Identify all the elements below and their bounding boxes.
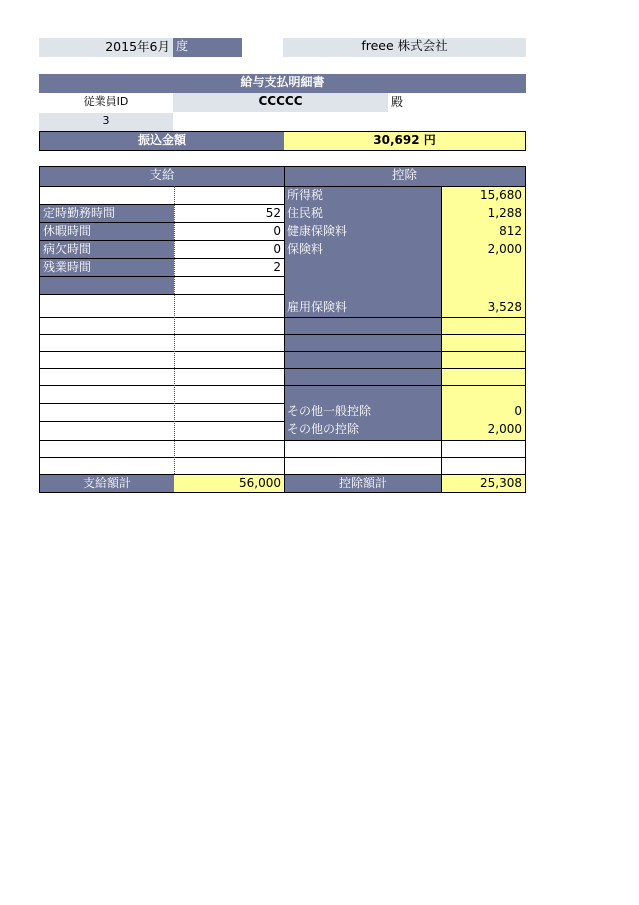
payment-row-label: 休暇時間 bbox=[43, 224, 92, 238]
payments-total-value: 56,000 bbox=[174, 475, 284, 492]
deduction-row-value: 15,680 bbox=[480, 188, 522, 202]
deduction-row-value: 2,000 bbox=[487, 422, 522, 436]
grid-line bbox=[40, 421, 284, 422]
payment-row-value: 0 bbox=[273, 242, 281, 256]
grid-line bbox=[40, 317, 525, 318]
payment-row-value: 2 bbox=[273, 260, 281, 274]
payment-row-label: 残業時間 bbox=[43, 260, 92, 274]
payment-row-label: 定時勤務時間 bbox=[43, 206, 116, 220]
deduction-row-label: その他一般控除 bbox=[287, 404, 372, 418]
period-label: 2015年6月 bbox=[105, 39, 170, 54]
employee-id-label: 従業員ID bbox=[83, 95, 129, 108]
period-suffix: 度 bbox=[173, 38, 242, 57]
grid-line bbox=[40, 385, 525, 386]
payment-row-value: 52 bbox=[265, 206, 281, 220]
deductions-blank-row bbox=[284, 457, 525, 474]
deductions-header: 控除 bbox=[284, 167, 525, 186]
grid-line bbox=[40, 258, 284, 259]
grid-line bbox=[40, 403, 284, 404]
payment-row-value: 0 bbox=[273, 224, 281, 238]
grid-line bbox=[40, 204, 284, 205]
deductions-total-value: 25,308 bbox=[442, 475, 525, 492]
honorific: 殿 bbox=[391, 95, 404, 109]
grid-line bbox=[441, 186, 442, 492]
company-name: freee 株式会社 bbox=[283, 38, 526, 57]
payments-header: 支給 bbox=[40, 167, 284, 186]
deduction-row-label: 保険料 bbox=[287, 242, 324, 256]
payment-row-label: 病欠時間 bbox=[43, 242, 92, 256]
deduction-row-label: 所得税 bbox=[287, 188, 324, 202]
grid-line bbox=[40, 368, 525, 369]
deductions-total-label: 控除額計 bbox=[285, 475, 441, 492]
transfer-label: 振込金額 bbox=[40, 132, 284, 150]
employee-name: CCCCC bbox=[173, 93, 388, 112]
grid-line bbox=[40, 276, 284, 277]
deduction-row-value: 812 bbox=[499, 224, 522, 238]
deduction-row-label: 住民税 bbox=[287, 206, 324, 220]
grid-line bbox=[284, 167, 285, 492]
deduction-row-value: 3,528 bbox=[487, 300, 522, 314]
deduction-row-label: 健康保険料 bbox=[287, 224, 348, 238]
transfer-row bbox=[39, 131, 526, 151]
grid-line bbox=[40, 351, 525, 352]
transfer-amount: 30,692 円 bbox=[284, 132, 525, 150]
grid-line bbox=[40, 294, 284, 295]
grid-line bbox=[40, 440, 525, 441]
payslip-table bbox=[39, 166, 526, 493]
deduction-row-value: 1,288 bbox=[487, 206, 522, 220]
grid-line bbox=[40, 222, 284, 223]
grid-line bbox=[40, 240, 284, 241]
grid-line bbox=[174, 186, 175, 474]
grid-line bbox=[40, 334, 525, 335]
deduction-row-label: 雇用保険料 bbox=[287, 300, 348, 314]
payments-total-label: 支給額計 bbox=[40, 475, 174, 492]
employee-id-value: 3 bbox=[39, 113, 173, 131]
deduction-row-value: 2,000 bbox=[487, 242, 522, 256]
deduction-row-label: その他の控除 bbox=[287, 422, 360, 436]
grid-line bbox=[40, 457, 525, 458]
grid-line bbox=[40, 186, 525, 187]
document-title: 給与支払明細書 bbox=[39, 74, 526, 93]
deduction-row-value: 0 bbox=[514, 404, 522, 418]
